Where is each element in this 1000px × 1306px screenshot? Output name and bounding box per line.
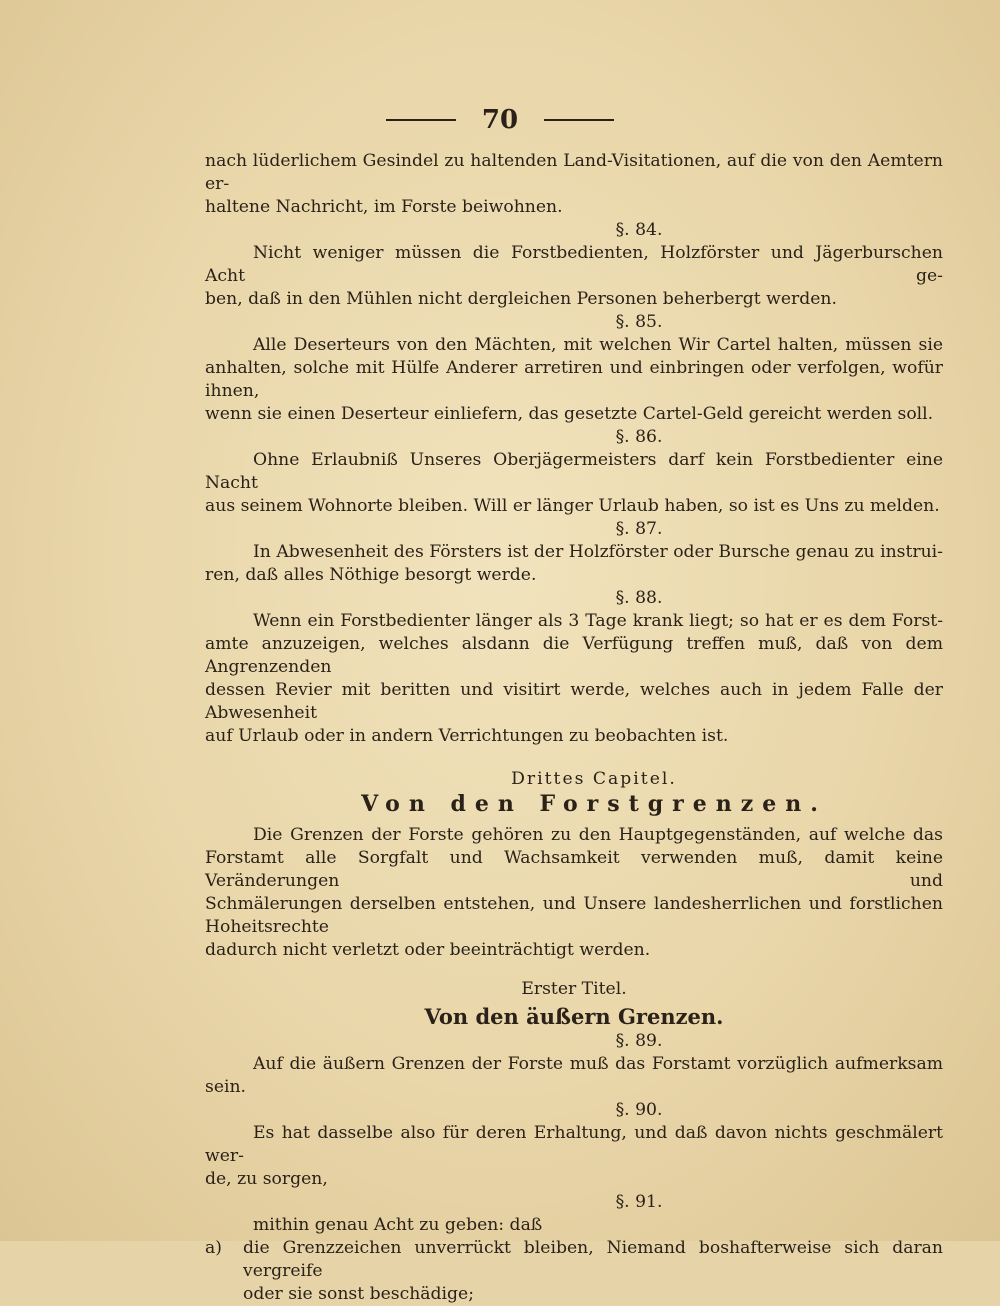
text-line: de, zu sorgen, — [205, 1169, 328, 1189]
text-line: Die Grenzen der Forste gehören zu den Hauptgegenständen, auf welche das — [253, 825, 943, 845]
section-number: §. 91. — [615, 1192, 663, 1212]
text-line: oder sie sonst beschädige; — [243, 1284, 474, 1304]
title-heading: Von den äußern Grenzen. — [424, 1004, 724, 1029]
text-line: Schmälerungen derselben entstehen, und Unsere landesherrlichen und forstlichen Hoheitsrechte — [205, 894, 943, 937]
section-number: §. 90. — [615, 1100, 663, 1120]
section-number: §. 88. — [615, 588, 663, 608]
chapter-label: Drittes Capitel. — [511, 769, 677, 789]
text-line: Ohne Erlaubniß Unseres Oberjägermeisters darf kein Forstbedienter eine Nacht — [205, 450, 943, 493]
page-number: 70 — [481, 105, 519, 135]
page-header — [0, 100, 1000, 140]
section-number: §. 84. — [615, 220, 663, 240]
section-number: §. 89. — [615, 1031, 663, 1051]
text-line: In Abwesenheit des Försters ist der Holzförster oder Bursche genau zu instrui- — [253, 542, 943, 562]
text-line: dessen Revier mit beritten und visitirt werde, welches auch in jedem Falle der Abwesenheit — [205, 680, 943, 723]
text-line: haltene Nachricht, im Forste beiwohnen. — [205, 197, 563, 217]
text-line: Nicht weniger müssen die Forstbedienten, Holzförster und Jägerburschen Acht ge- — [205, 243, 943, 286]
list-item-a — [205, 1237, 943, 1306]
chapter-title: Von den Forstgrenzen. — [361, 791, 827, 817]
text-line: Auf die äußern Grenzen der Forste muß das Forstamt vorzüglich aufmerksam sein. — [205, 1054, 943, 1097]
text-line: Alle Deserteurs von den Mächten, mit welchen Wir Cartel halten, müssen sie — [253, 335, 943, 355]
text-line: Es hat dasselbe also für deren Erhaltung, und daß davon nichts geschmälert wer- — [205, 1123, 943, 1166]
text-line: wenn sie einen Deserteur einliefern, das gesetzte Cartel-Geld gereicht werden soll. — [205, 404, 934, 424]
title-label: Erster Titel. — [521, 979, 627, 999]
text-line: die Grenzzeichen unverrückt bleiben, Niemand boshafterweise sich daran vergreife — [243, 1238, 943, 1281]
text-line: auf Urlaub oder in andern Verrichtungen zu beobachten ist. — [205, 726, 729, 746]
section-number: §. 87. — [615, 519, 663, 539]
text-line: Forstamt alle Sorgfalt und Wachsamkeit verwenden muß, damit keine Veränderungen und — [205, 848, 943, 891]
text-line: mithin genau Acht zu geben: daß — [253, 1215, 543, 1235]
list-item — [205, 1237, 943, 1283]
header-rule-left — [386, 119, 456, 121]
text-line: Wenn ein Forstbedienter länger als 3 Tage krank liegt; so hat er es dem Forst- — [253, 611, 943, 631]
body-text — [205, 150, 943, 1306]
header-rule-right — [544, 119, 614, 121]
section-number: §. 86. — [615, 427, 663, 447]
text-line: dadurch nicht verletzt oder beeinträchtigt werden. — [205, 940, 651, 960]
text-line: ren, daß alles Nöthige besorgt werde. — [205, 565, 537, 585]
text-line: ben, daß in den Mühlen nicht dergleichen Personen beherbergt werden. — [205, 289, 837, 309]
text-line: amte anzuzeigen, welches alsdann die Verfügung treffen muß, daß von dem Angrenzenden — [205, 634, 943, 677]
text-line: anhalten, solche mit Hülfe Anderer arretiren und einbringen oder verfolgen, wofür ihnen, — [205, 358, 943, 401]
list-item-label: a) — [205, 1238, 222, 1258]
text-line: nach lüderlichem Gesindel zu haltenden Land-Visitationen, auf die von den Aemtern er- — [205, 151, 943, 194]
text-line: aus seinem Wohnorte bleiben. Will er länger Urlaub haben, so ist es Uns zu melden. — [205, 496, 940, 516]
section-number: §. 85. — [615, 312, 663, 332]
